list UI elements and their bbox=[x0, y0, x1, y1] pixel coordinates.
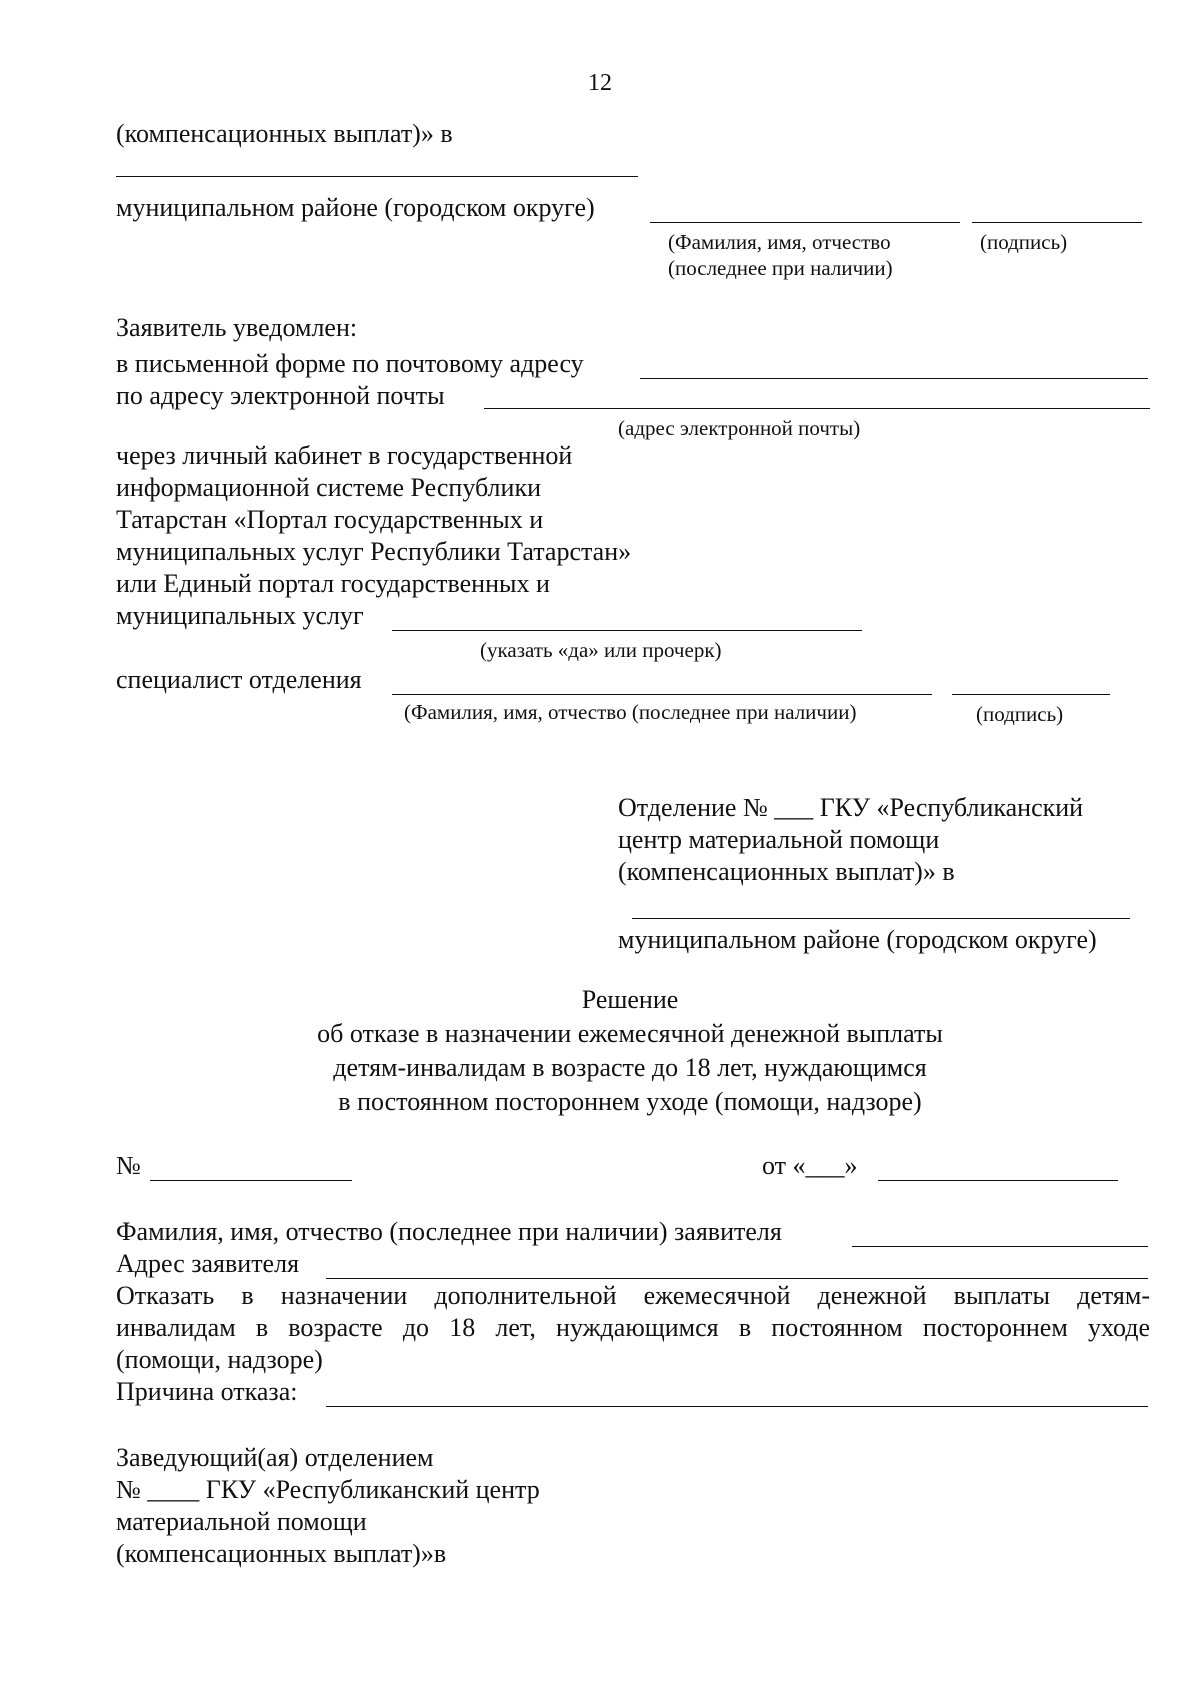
head-line-4: (компенсационных выплат)»в bbox=[116, 1539, 447, 1568]
date-label: от «___» bbox=[762, 1151, 858, 1180]
specialist-sign-blank-line bbox=[952, 694, 1110, 695]
portal-text-3: Татарстан «Портал государственных и bbox=[116, 505, 544, 534]
specialist-sign-caption: (подпись) bbox=[976, 702, 1064, 726]
fio-caption-2: (последнее при наличии) bbox=[668, 256, 893, 280]
signature-caption: (подпись) bbox=[980, 230, 1068, 254]
addressee-line-3: (компенсационных выплат)» в bbox=[618, 857, 955, 886]
refusal-text-3: (помощи, надзоре) bbox=[116, 1345, 323, 1374]
email-caption: (адрес электронной почты) bbox=[618, 416, 861, 440]
portal-text-4: муниципальных услуг Республики Татарстан» bbox=[116, 537, 632, 566]
fio-caption: (Фамилия, имя, отчество bbox=[668, 230, 891, 254]
addressee-line-2: центр материальной помощи bbox=[618, 825, 940, 854]
head-line-2: № ____ ГКУ «Республиканский центр bbox=[116, 1475, 540, 1504]
applicant-address-label: Адрес заявителя bbox=[116, 1249, 300, 1278]
applicant-address-blank-line bbox=[326, 1278, 1148, 1279]
applicant-fio-label: Фамилия, имя, отчество (последнее при наличии) заявителя bbox=[116, 1217, 782, 1246]
applicant-fio-blank-line bbox=[852, 1246, 1148, 1247]
signature-blank-line bbox=[972, 222, 1142, 223]
specialist-blank-line bbox=[392, 694, 932, 695]
reason-label: Причина отказа: bbox=[116, 1377, 298, 1406]
continuation-text: (компенсационных выплат)» в bbox=[116, 119, 453, 148]
district-text: муниципальном районе (городском округе) bbox=[116, 193, 595, 222]
addressee-line-4: муниципальном районе (городском округе) bbox=[618, 925, 1097, 954]
addressee-blank-line bbox=[632, 918, 1130, 919]
specialist-fio-caption: (Фамилия, имя, отчество (последнее при наличии) bbox=[404, 700, 857, 724]
portal-caption: (указать «да» или прочерк) bbox=[480, 638, 722, 662]
email-blank-line bbox=[484, 408, 1150, 409]
portal-blank-line bbox=[392, 630, 862, 631]
decision-subtitle-1: об отказе в назначении ежемесячной денежной выплаты bbox=[317, 1019, 943, 1048]
fio-blank-line bbox=[650, 222, 960, 223]
postal-label: в письменной форме по почтовому адресу bbox=[116, 349, 584, 378]
date-blank-line bbox=[878, 1180, 1118, 1181]
number-label: № bbox=[116, 1151, 141, 1180]
addressee-line-1: Отделение № ___ ГКУ «Республиканский bbox=[618, 793, 1084, 822]
notified-title: Заявитель уведомлен: bbox=[116, 313, 358, 342]
portal-text-2: информационной системе Республики bbox=[116, 473, 541, 502]
number-blank-line bbox=[150, 1180, 352, 1181]
portal-text-5: или Единый портал государственных и bbox=[116, 569, 550, 598]
decision-title: Решение bbox=[581, 985, 679, 1014]
specialist-label: специалист отделения bbox=[116, 665, 362, 694]
reason-blank-line bbox=[326, 1406, 1148, 1407]
page-number: 12 bbox=[588, 70, 612, 96]
portal-text-6: муниципальных услуг bbox=[116, 601, 364, 630]
portal-text-1: через личный кабинет в государственной bbox=[116, 441, 573, 470]
postal-blank-line bbox=[640, 378, 1148, 379]
head-line-1: Заведующий(ая) отделением bbox=[116, 1443, 434, 1472]
decision-subtitle-2: детям-инвалидам в возрасте до 18 лет, нуждающимся bbox=[333, 1053, 927, 1082]
email-label: по адресу электронной почты bbox=[116, 381, 445, 410]
head-line-3: материальной помощи bbox=[116, 1507, 367, 1536]
decision-subtitle-3: в постоянном постороннем уходе (помощи, надзоре) bbox=[338, 1087, 922, 1116]
refusal-text-1: Отказать в назначении дополнительной ежемесячной денежной выплаты детям- bbox=[116, 1281, 1150, 1310]
refusal-text-2: инвалидам в возрасте до 18 лет, нуждающимся в постоянном постороннем уходе bbox=[116, 1313, 1150, 1342]
district-blank-line bbox=[116, 176, 638, 177]
